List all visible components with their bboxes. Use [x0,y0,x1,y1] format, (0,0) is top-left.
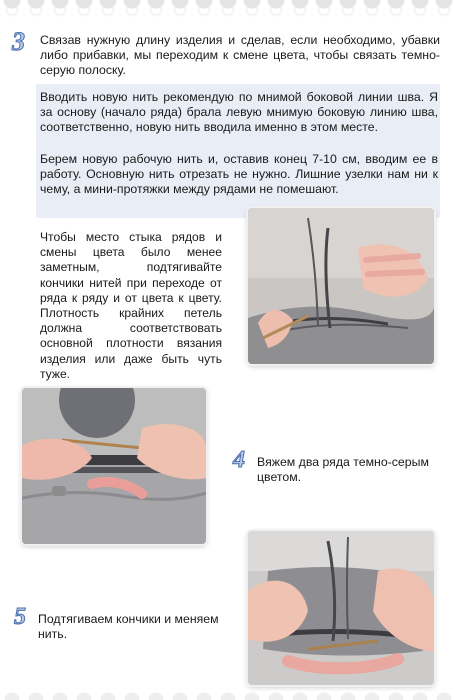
photo-pull-ends [248,531,434,685]
lace-border-top [0,0,454,22]
step5-text: Подтягиваем кончики и меняем нить. [38,612,219,642]
step3-highlight-2: Берем новую рабочую нить и, оставив конец 7-10 см, вводим ее в работу. Основную нить отрезать не нужно. Лишние узелки нам ни к чему, а мини-протяжки между рядами не помешают. [40,152,438,197]
step3-tip: Чтобы место стыка рядов и смены цвета было менее заметным, подтягивайте кончики нитей при переходе от ряда к ряду и от цвета к цвету. Плотность крайних петель должна соответствовать основной плотности вязания изделия или даже быть чуть туже. [40,230,222,381]
step-number-5: 5 [14,604,26,630]
photo-dark-rows [22,388,206,544]
step-number-3: 3 [12,27,25,56]
step3-intro: Связав нужную длину изделия и сделав, если необходимо, убавки либо прибавки, мы переходим к смене цвета, чтобы связать темно-серую полоску. [40,33,440,78]
step3-highlight-1: Вводить новую нить рекомендую по мнимой боковой линии шва. Я за основу (начало ряда) брала левую мнимую боковую линию шва, соответственно, новую нить вводила именно в этом месте. [40,90,438,135]
step4-text: Вяжем два ряда темно-серым цветом. [257,455,429,485]
lace-border-bottom [0,682,454,700]
step-number-4: 4 [233,447,245,473]
photo-new-thread [248,208,434,364]
